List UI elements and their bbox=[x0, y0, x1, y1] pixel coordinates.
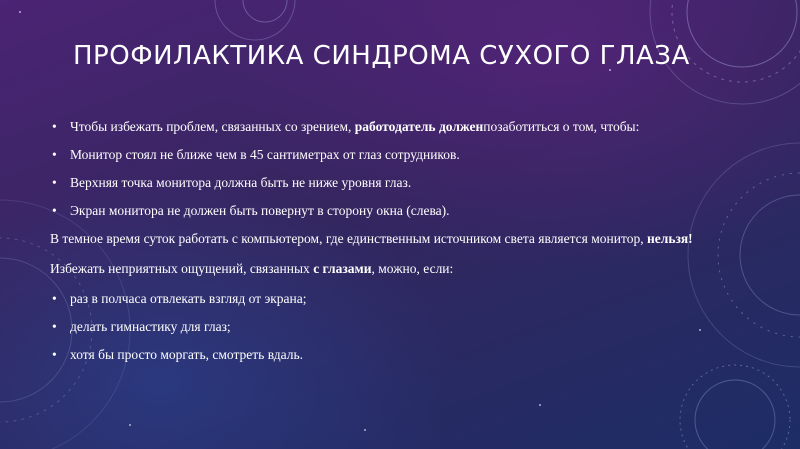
intro-bullet bbox=[50, 118, 710, 136]
intro-bold: работодатель должен bbox=[354, 119, 484, 134]
dark-time-note bbox=[50, 230, 710, 248]
slide-title: ПРОФИЛАКТИКА СИНДРОМА СУХОГО ГЛАЗА bbox=[73, 41, 690, 71]
list-item: • хотя бы просто моргать, смотреть вдаль. bbox=[50, 346, 710, 364]
list-item: • раз в полчаса отвлекать взгляд от экрана; bbox=[50, 290, 710, 308]
avoid-text-end: , можно, если: bbox=[371, 261, 454, 276]
list-item: • делать гимнастику для глаз; bbox=[50, 318, 710, 336]
avoid-text: Избежать неприятных ощущений, связанных bbox=[50, 261, 314, 276]
dark-note-bold: нельзя! bbox=[646, 231, 693, 246]
dark-note-text: В темное время суток работать с компьютером, где единственным источником света является монитор, bbox=[50, 231, 647, 246]
list-item: • Монитор стоял не ближе чем в 45 сантиметрах от глаз сотрудников. bbox=[50, 146, 710, 164]
list-item: • Экран монитора не должен быть повернут в сторону окна (слева). bbox=[50, 202, 710, 220]
list-item: • Верхняя точка монитора должна быть не ниже уровня глаз. bbox=[50, 174, 710, 192]
intro-text: Чтобы избежать проблем, связанных со зрением, bbox=[70, 119, 355, 134]
intro-text-end: позаботиться о том, чтобы: bbox=[483, 119, 640, 134]
avoid-bold: с глазами bbox=[313, 261, 372, 276]
slide-body bbox=[50, 118, 710, 364]
avoid-note bbox=[50, 260, 710, 278]
